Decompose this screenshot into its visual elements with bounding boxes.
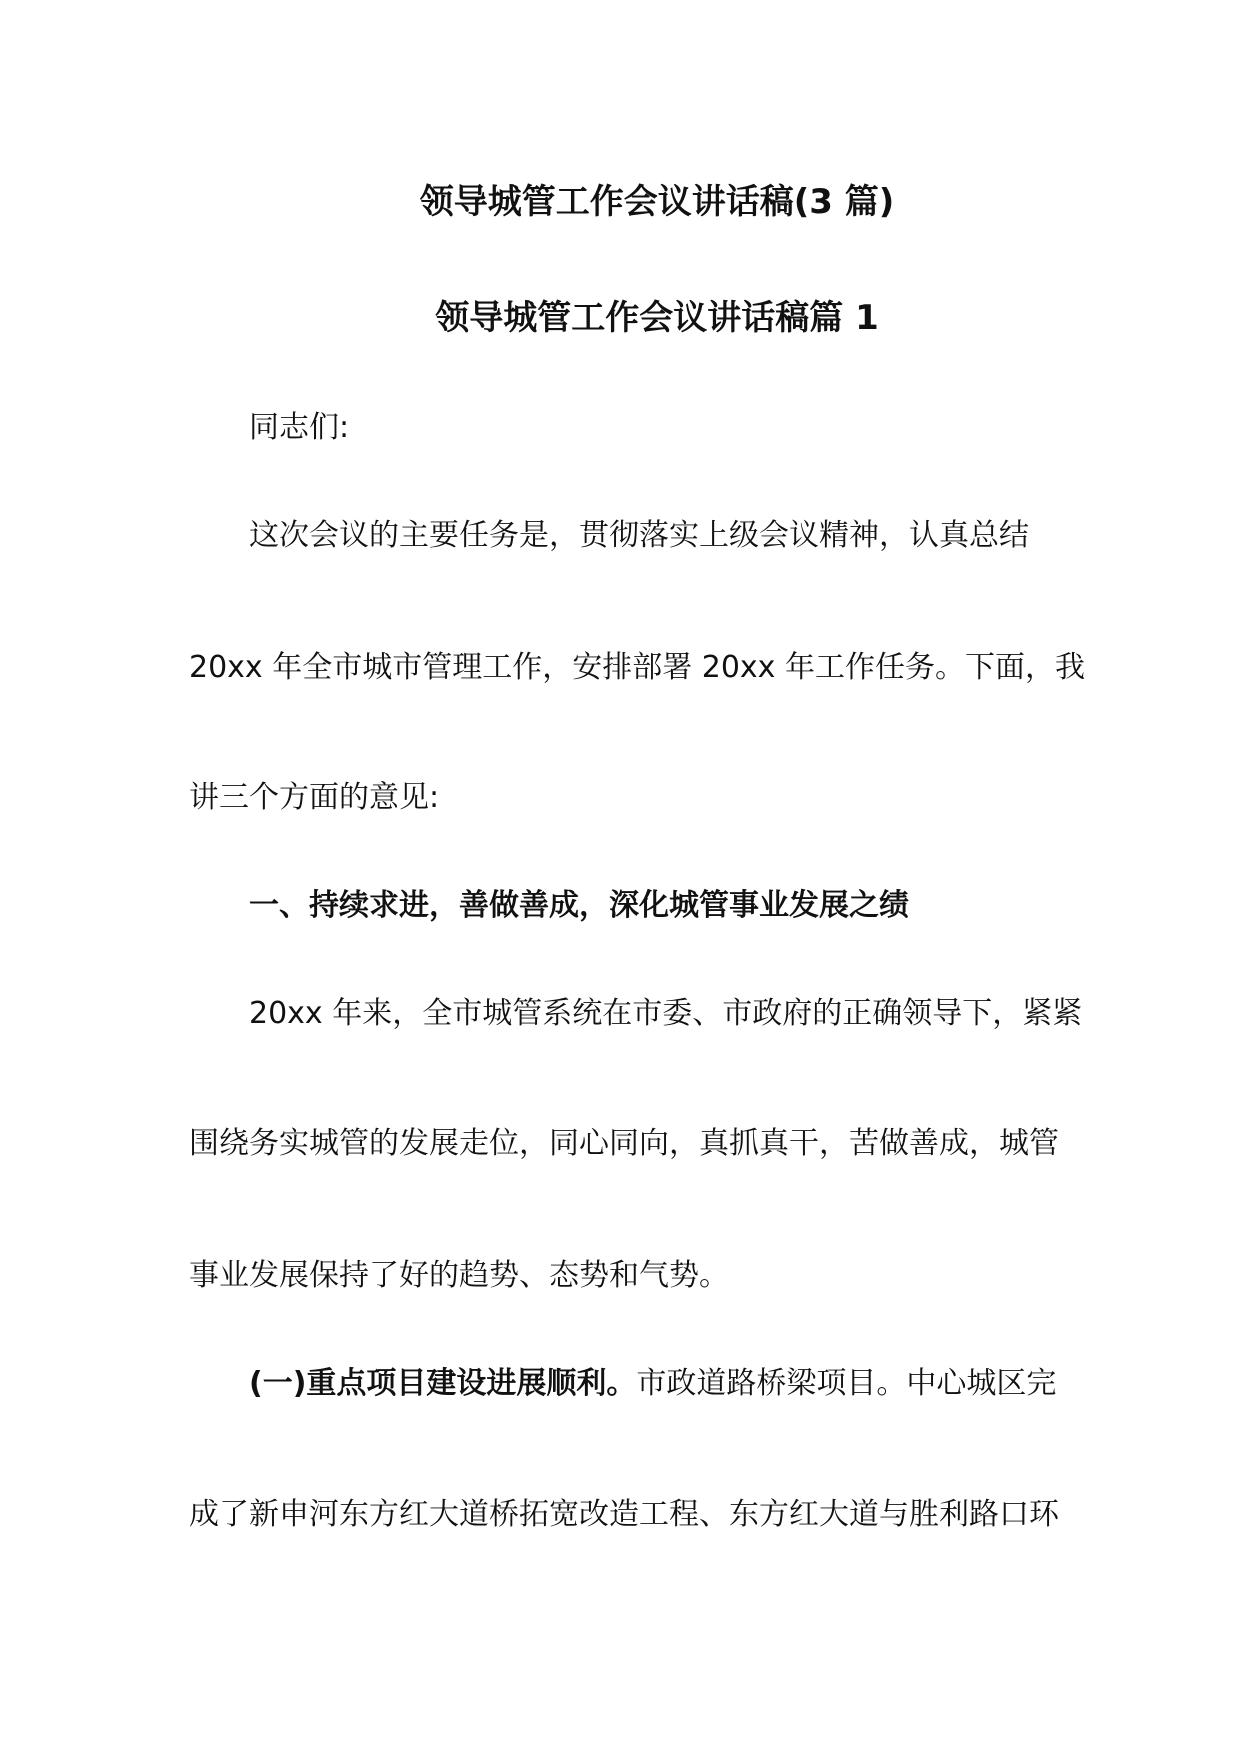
subsection-1-line-1	[189, 1364, 1057, 1404]
section-1-line-1: 20xx 年来，全市城管系统在市委、市政府的正确领导下，紧紧	[249, 996, 1083, 1031]
subsection-1-line-2: 成了新申河东方红大道桥拓宽改造工程、东方红大道与胜利路口环	[189, 1497, 1059, 1532]
intro-line-3: 讲三个方面的意见:	[189, 780, 440, 815]
document-title: 领导城管工作会议讲话稿(3 篇)	[419, 182, 895, 222]
subsection-1-text: 市政道路桥梁项目。中心城区完	[636, 1366, 1057, 1401]
intro-line-1: 这次会议的主要任务是，贯彻落实上级会议精神，认真总结	[249, 518, 1029, 553]
section-1-line-3: 事业发展保持了好的趋势、态势和气势。	[189, 1258, 729, 1293]
section-heading-1: 一、持续求进，善做善成，深化城管事业发展之绩	[249, 888, 909, 923]
document-subtitle: 领导城管工作会议讲话稿篇 1	[435, 298, 879, 338]
intro-line-2: 20xx 年全市城市管理工作，安排部署 20xx 年工作任务。下面，我	[189, 650, 1085, 685]
salutation: 同志们:	[249, 410, 350, 445]
section-1-line-2: 围绕务实城管的发展走位，同心同向，真抓真干，苦做善成，城管	[189, 1126, 1059, 1161]
subsection-1-heading: (一)重点项目建设进展顺利。	[249, 1366, 637, 1401]
